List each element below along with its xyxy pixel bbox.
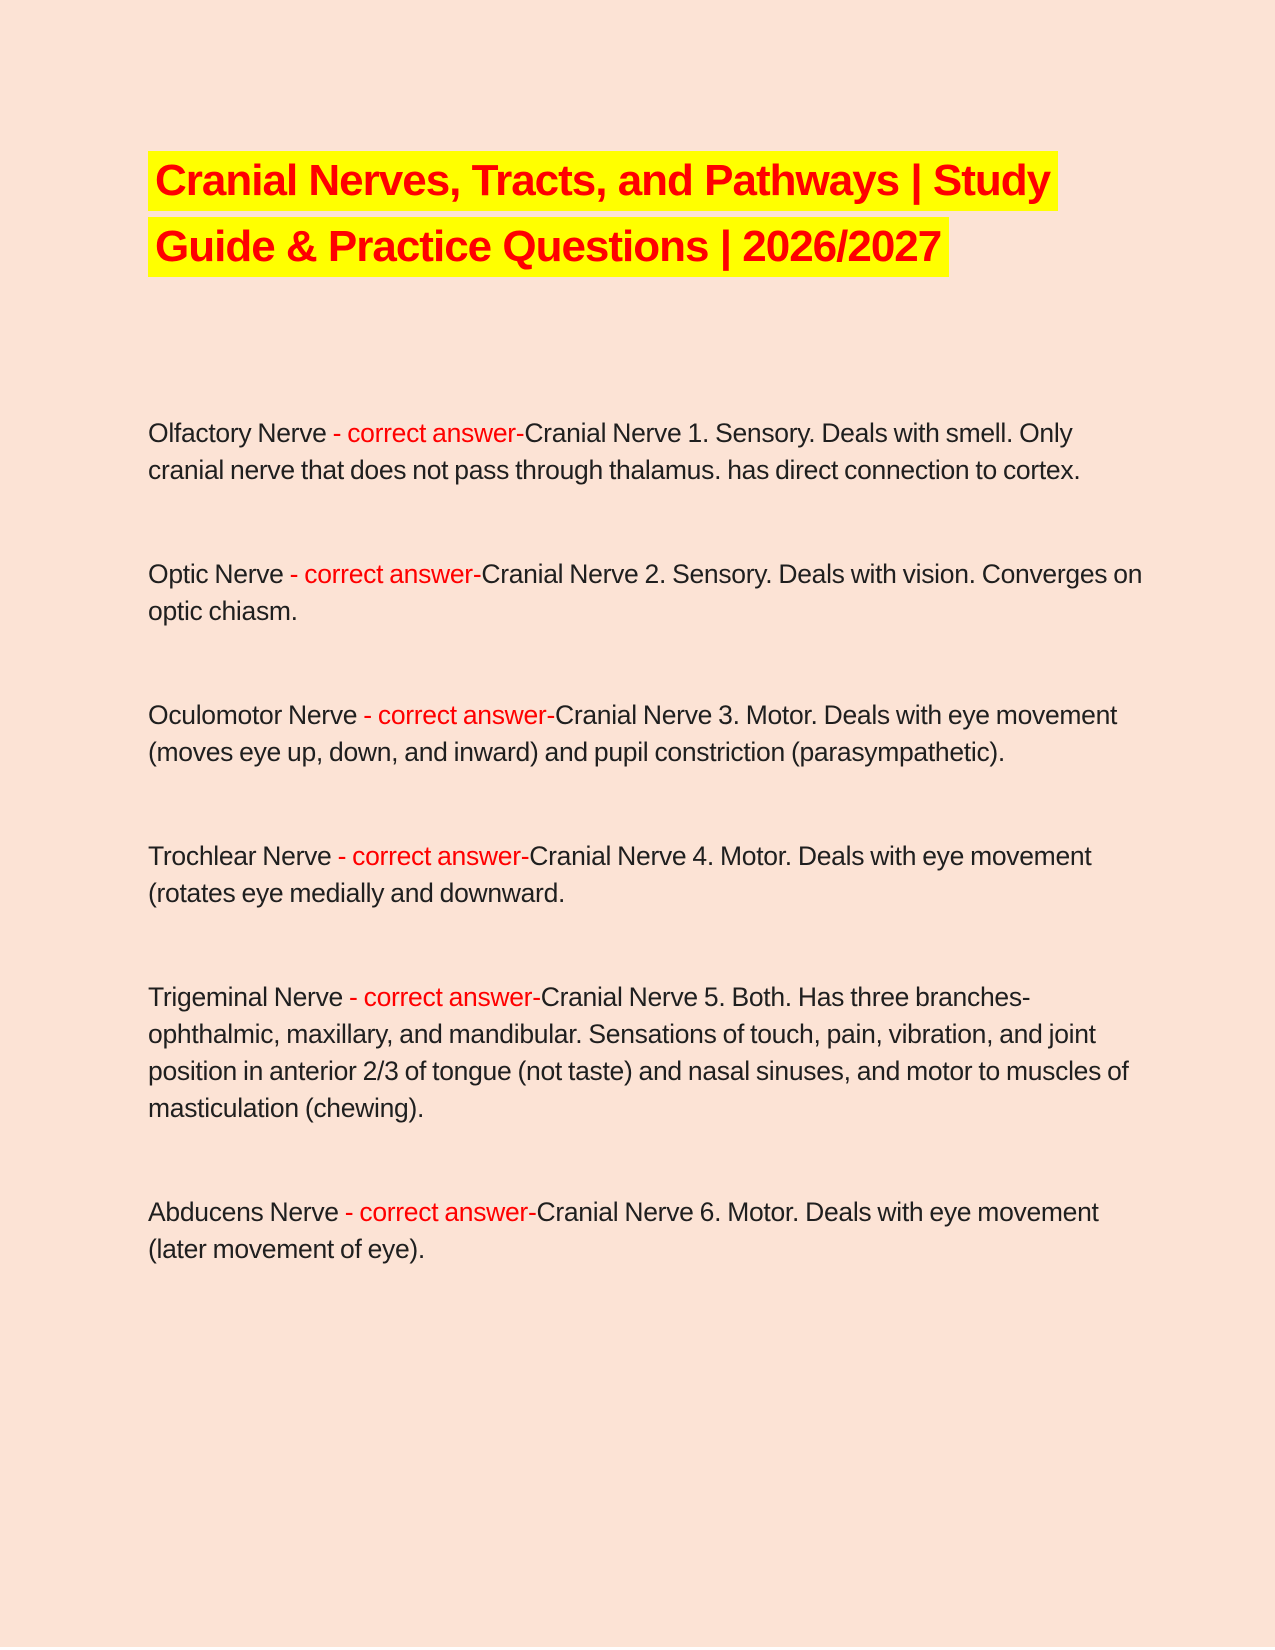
correct-answer-marker: - correct answer-: [326, 418, 525, 448]
entry-abducens: [148, 1194, 1148, 1268]
entry-definition: Cranial Nerve 6. Motor. Deals with eye movement (later movement of eye).: [148, 1197, 1105, 1264]
entry-definition: Cranial Nerve 3. Motor. Deals with eye movement (moves eye up, down, and inward) and pupil constriction (parasympathetic).: [148, 700, 1124, 767]
entry-trochlear: [148, 838, 1148, 912]
entry-optic: [148, 556, 1148, 630]
entry-term: Trochlear Nerve: [148, 841, 332, 871]
entry-term: Trigeminal Nerve: [148, 982, 343, 1012]
entry-trigeminal: [148, 979, 1148, 1127]
entry-term: Optic Nerve: [148, 559, 284, 589]
page-title: [148, 151, 1148, 277]
entry-definition: Cranial Nerve 1. Sensory. Deals with smell. Only cranial nerve that does not pass through thalamus. has direct connection to cortex.: [148, 418, 1081, 485]
title-line-1: Cranial Nerves, Tracts, and Pathways | Study: [148, 151, 1058, 211]
correct-answer-marker: - correct answer-: [338, 1197, 537, 1227]
entry-term: Oculomotor Nerve: [148, 700, 358, 730]
entry-oculomotor: [148, 697, 1148, 771]
entry-definition: Cranial Nerve 2. Sensory. Deals with vision. Converges on optic chiasm.: [148, 559, 1149, 626]
entry-term: Abducens Nerve: [148, 1197, 339, 1227]
entry-olfactory: [148, 415, 1148, 489]
correct-answer-marker: - correct answer-: [342, 982, 541, 1012]
title-line-2: Guide & Practice Questions | 2026/2027: [148, 217, 949, 277]
entry-definition: Cranial Nerve 5. Both. Has three branches-ophthalmic, maxillary, and mandibular. Sensations of touch, pain, vibration, and joint position in anterior 2/3 of tongue (not taste) and nasal sinuses, and motor to muscles of masticulation (chewing).: [148, 982, 1135, 1123]
correct-answer-marker: - correct answer-: [357, 700, 555, 730]
entry-term: Olfactory Nerve: [148, 418, 327, 448]
entry-definition: Cranial Nerve 4. Motor. Deals with eye movement (rotates eye medially and downward.: [148, 841, 1098, 908]
correct-answer-marker: - correct answer-: [331, 841, 530, 871]
correct-answer-marker: - correct answer-: [283, 559, 482, 589]
